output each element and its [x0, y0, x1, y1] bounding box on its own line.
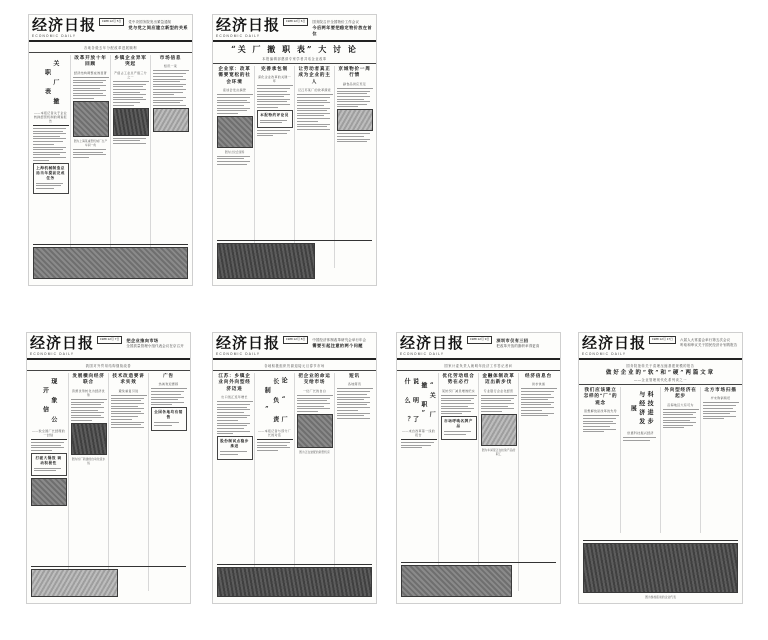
- masthead-title: 经济日报: [216, 16, 281, 34]
- column-sub: 依靠科技振兴经济: [627, 431, 654, 435]
- boxed-item: [257, 110, 293, 129]
- main-banner-subtitle: ——致全国厂长经理的一封信: [32, 429, 65, 437]
- masthead-1: [29, 15, 192, 42]
- bottom-strip-4: [217, 562, 372, 599]
- main-banner-6: [579, 360, 742, 385]
- photo-caption: 图为上海某重型机械厂生产车间一角: [73, 139, 108, 147]
- column-3: [295, 373, 335, 591]
- main-banner-title: 现 象 公 开 信: [41, 377, 57, 425]
- ad-title: 全国各地均有销售: [154, 410, 183, 420]
- masthead-topline-1: 党中央国务院发出紧急通知: [128, 20, 172, 24]
- main-banner-2: [213, 42, 376, 64]
- masthead-subtitle: ECONOMIC DAILY: [216, 34, 261, 38]
- column-sub: 岁末购销两旺: [710, 396, 731, 401]
- column-sub: 记江苏某厂的改革探索: [297, 88, 331, 93]
- column-1: [581, 387, 621, 533]
- column-1: [215, 373, 255, 591]
- column-2: [255, 373, 295, 591]
- masthead-2: [213, 15, 376, 42]
- photo-caption: 图为讨论会现场: [224, 149, 245, 154]
- boxed-item: [31, 453, 67, 477]
- bottom-strip-6: [583, 538, 738, 599]
- masthead-subtitle: ECONOMIC DAILY: [400, 352, 445, 356]
- masthead-datebox: 1988 12月 9日: [467, 336, 492, 344]
- secondary-headline-bar-1: [29, 42, 192, 53]
- bottom-photo: [217, 567, 372, 597]
- column-2: [621, 387, 661, 533]
- main-banner-title: “关 厂 撤 职 表” 大 讨 论: [231, 44, 358, 54]
- masthead-topline-1: 国务院召开全国物价工作会议: [312, 20, 360, 24]
- masthead-topline-2: 今后两年要把稳定物价放在首位: [312, 24, 373, 37]
- column-2: [439, 373, 479, 591]
- bottom-photo: [33, 247, 188, 279]
- main-banner-subtitle: ——本报记者关于企业转换经营机制的调查报告: [33, 111, 67, 123]
- news-photo: [297, 414, 333, 448]
- masthead-datebox: 1988 12月 17日: [649, 336, 676, 344]
- masthead-topline-2: 全国质量管理小组代表会议在京召开: [126, 344, 184, 349]
- main-banner-subtitle: ——来自改革第一线的报告: [402, 429, 435, 437]
- masthead-title: 经济日报: [30, 334, 95, 352]
- secondary-headline: 各地各级去年分配改革进展顺利: [83, 46, 138, 50]
- boxed-title: 打破大锅饭 调动积极性: [35, 455, 62, 465]
- masthead-datebox: 1988 12月 7日: [97, 336, 122, 344]
- column-head: 江苏：乡镇企业向外向型经济迈进: [218, 374, 251, 392]
- column-head: 经济信息台: [525, 374, 552, 379]
- column-sub: 资源优势转化为经济优势: [71, 388, 105, 397]
- news-photo-secondary: [113, 108, 149, 136]
- column-4: [701, 387, 740, 533]
- column-4: [335, 373, 374, 591]
- bottom-photo: [217, 243, 315, 279]
- bottom-photo: [31, 569, 118, 597]
- column-head: 发展横向经济联合: [72, 374, 105, 386]
- column-1: [399, 373, 439, 591]
- column-head: 科技进步与经济发展: [629, 391, 654, 427]
- boxed-title: 市场呼唤名牌产品: [444, 419, 473, 429]
- boxed-title: 上海机械制造总局当年提前完成任务: [36, 165, 65, 180]
- column-4: [149, 373, 188, 591]
- column-sub: 避免重复引进: [118, 388, 139, 393]
- page-columns-3: [27, 371, 190, 593]
- masthead-title: 经济日报: [216, 334, 281, 352]
- secondary-headline-bar-4: [213, 360, 376, 371]
- masthead-5: [397, 333, 560, 360]
- column-sub: 专业银行企业化经营: [483, 388, 514, 393]
- newspaper-page-4[interactable]: [212, 332, 377, 604]
- column-head: 企业家：改革需要宽松的社会环境: [218, 67, 251, 85]
- column-head: 金融体制改革迈出新步伐: [482, 374, 515, 386]
- bottom-photo: [583, 543, 738, 593]
- masthead-topline-2: 听取和审议关于国民经济计划的报告: [680, 342, 738, 347]
- main-banner-title: 论 “ 厂 长 负 责 制 ”: [263, 377, 288, 425]
- news-photo-tertiary: [153, 108, 189, 132]
- column-3: [109, 373, 149, 591]
- bottom-strip-3: [31, 564, 186, 599]
- masthead-datebox: 1988 12月 5日: [99, 18, 124, 26]
- column-1: [29, 373, 69, 591]
- column-head: 优化劳动组合势在必行: [442, 374, 475, 386]
- news-photo-secondary: [71, 423, 107, 455]
- column-3: [661, 387, 701, 533]
- column-head: 完善承包制: [261, 67, 288, 72]
- column-head: 我们应该建立怎样的“厂”的观念: [583, 388, 618, 406]
- newspaper-page-6[interactable]: [578, 332, 743, 604]
- boxed-item: [217, 436, 253, 460]
- secondary-headline: 国务院批转关于清理压缩基建规模的报告: [626, 364, 695, 368]
- masthead-3: [27, 333, 190, 360]
- column-2: [69, 373, 109, 591]
- secondary-headline: 国家计委负责人就明年经济工作答记者问: [444, 364, 513, 368]
- masthead-topline-2: 需要引起注意的两个问题: [312, 342, 363, 348]
- bottom-strip-1: [33, 242, 188, 281]
- column-sub: 产值占工业总产值三分之一: [113, 70, 147, 79]
- main-banner-subtitle: ——企业管理现代化系列谈之一: [633, 378, 688, 382]
- column-head: 广告: [163, 374, 174, 379]
- boxed-item-1: [33, 163, 69, 194]
- main-banner-title: 关 厂 撤 职 表: [43, 59, 59, 107]
- masthead-4: [213, 333, 376, 360]
- photo-caption: 图为正在装配的新型机床: [299, 449, 330, 454]
- column-sub: 一位厂长的自白: [302, 388, 327, 393]
- column-head: 短讯: [349, 374, 360, 379]
- masthead-subtitle: ECONOMIC DAILY: [216, 352, 261, 356]
- advertisement[interactable]: [151, 407, 187, 431]
- masthead-title: 经济日报: [400, 334, 465, 352]
- newspaper-page-5[interactable]: [396, 332, 561, 604]
- masthead-topline-1: 把企业推向市场: [126, 338, 159, 343]
- page-columns-6: [579, 385, 742, 535]
- masthead-subtitle: ECONOMIC DAILY: [32, 34, 77, 38]
- column-head: 把企业的命运交给市场: [298, 374, 331, 386]
- column-3: [479, 373, 519, 591]
- column-head: 改革开放十年回顾: [74, 56, 107, 68]
- bottom-strip-5: [401, 560, 556, 599]
- column-sub: 短讯一束: [163, 64, 178, 69]
- newspaper-page-3[interactable]: [26, 332, 191, 604]
- column-sub: 沿海地区大有可为: [667, 402, 694, 407]
- news-photo: [217, 116, 253, 148]
- main-banner-title: “关 厂 撤 职” 说 明 了 什 么 ？: [403, 377, 436, 425]
- newspaper-page-1[interactable]: [28, 14, 193, 286]
- masthead-topline-1: 中国经济体制改革研究会举行年会: [312, 338, 367, 342]
- column-4: [519, 373, 558, 591]
- secondary-headline: 我国对外贸易结构继续改善: [85, 364, 132, 368]
- column-head: 外向型经济在起步: [664, 388, 697, 400]
- masthead-6: [579, 333, 742, 360]
- main-banner-title: 做好企业的“软”和“硬”两篇文章: [605, 370, 716, 376]
- main-banner-subtitle: ——本报记者与部分厂长的对话: [258, 429, 291, 437]
- news-photo: [481, 414, 517, 446]
- bottom-strip-2: [217, 238, 372, 281]
- column-sub: 思想解放是改革的先导: [583, 409, 617, 414]
- column-sub: 座谈会发言摘登: [222, 88, 247, 93]
- column-head: 技术改造要讲求实效: [112, 374, 145, 386]
- masthead-datebox: 1988 12月 6日: [283, 18, 308, 26]
- column-head: 京城物价一周行情: [338, 67, 371, 79]
- page-columns-4: [213, 371, 376, 593]
- secondary-headline-bar-5: [397, 360, 560, 371]
- masthead-topline-2: 党与党之间应建立新型的关系: [128, 24, 189, 30]
- main-banner-subtitle: 本报编辑部邀请专家学者共话企业改革: [262, 57, 327, 61]
- photo-caption: 图为该厂新建的自动化流水线: [71, 457, 106, 465]
- boxed-item: [441, 416, 477, 440]
- column-head: 乡镇企业异军突起: [114, 56, 147, 68]
- bottom-photo: [401, 565, 512, 597]
- masthead-topline-2: 把改革开放的旗帜举得更高: [496, 344, 540, 349]
- photo-caption: 图为车间里正在检验产品的职工: [481, 447, 516, 456]
- news-photo: [73, 101, 109, 137]
- news-photo: [31, 478, 67, 506]
- column-sub: 各地简讯: [347, 382, 362, 387]
- masthead-title: 经济日报: [582, 334, 647, 352]
- masthead-subtitle: ECONOMIC DAILY: [30, 352, 75, 356]
- column-head: 市场信息: [159, 56, 182, 61]
- column-head: 让劳动者真正成为企业的主人: [298, 67, 331, 85]
- masthead-title: 经济日报: [32, 16, 97, 34]
- column-sub: 经济结构调整成效显著: [73, 70, 107, 75]
- boxed-title: 本报特约评论员: [260, 112, 289, 117]
- secondary-headline: 各地积极组织货源迎接元旦春节市场: [264, 364, 325, 368]
- boxed-title: 股份制试点稳步推进: [220, 439, 249, 449]
- column-sub: 供求快递: [531, 382, 546, 387]
- column-sub: 出口创汇连年增长: [221, 395, 248, 400]
- column-head: 北方市场扫描: [704, 388, 737, 393]
- column-sub: 深化企业改革的关键一环: [257, 75, 291, 84]
- column-sub: 某纺织厂减员增效纪实: [441, 388, 475, 393]
- column-sub: 副食品供应充足: [342, 81, 367, 86]
- masthead-datebox: 1988 12月 8日: [283, 336, 308, 344]
- masthead-subtitle: ECONOMIC DAILY: [582, 352, 627, 356]
- secondary-headline-bar-3: [27, 360, 190, 371]
- masthead-topline-1: 深圳市仅有三招: [496, 338, 529, 343]
- masthead-topline-1: 六届人大常委会举行第五次会议: [680, 338, 731, 342]
- photo-caption: 图为参加座谈的企业代表: [645, 595, 676, 599]
- column-sub: 热诚欢迎惠顾: [158, 382, 179, 387]
- newspaper-page-2[interactable]: [212, 14, 377, 286]
- news-photo-secondary: [337, 109, 373, 131]
